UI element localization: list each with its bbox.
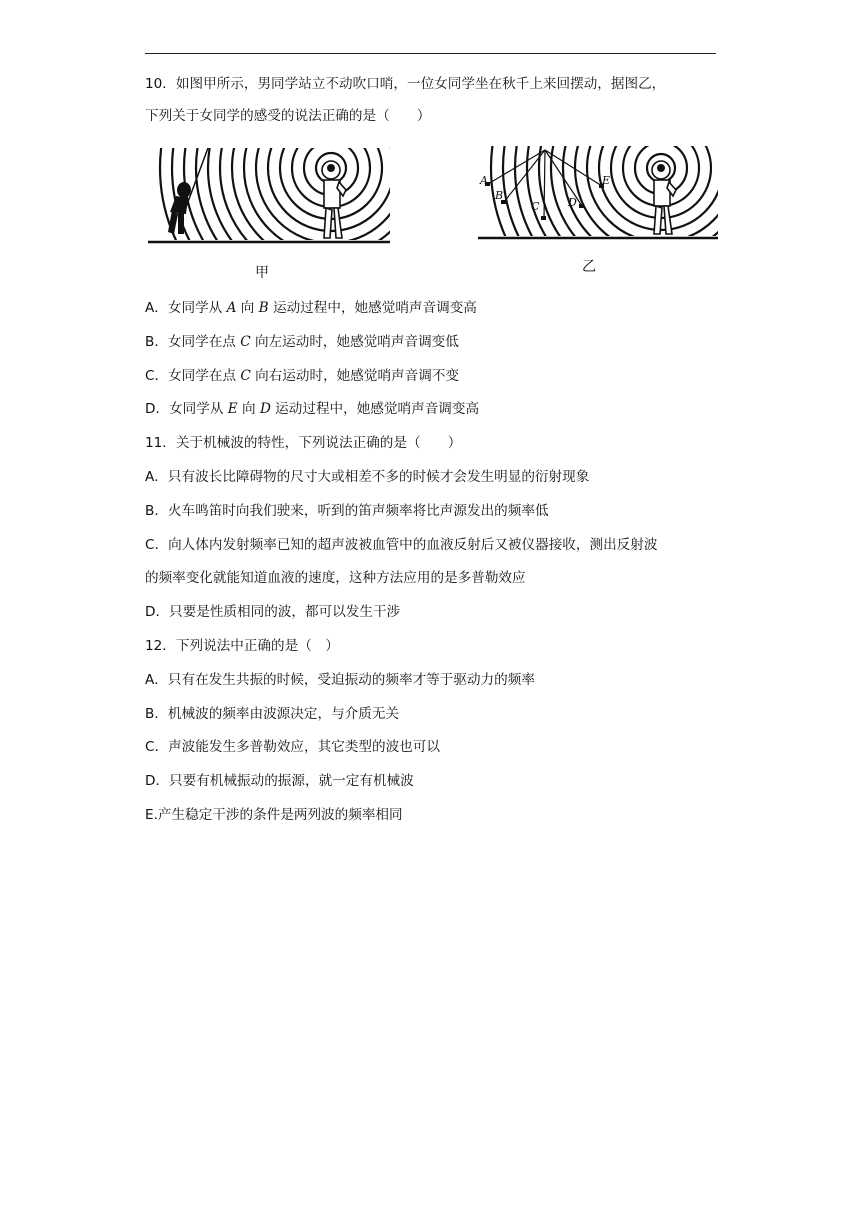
- figure-jia-drawing: [148, 148, 390, 246]
- q12-stem: 12．下列说法中正确的是（ ）: [145, 638, 340, 654]
- point-label-c: C: [531, 200, 540, 213]
- figure-yi: [478, 146, 718, 242]
- header-rule: [145, 53, 716, 54]
- point-label-a: A: [480, 174, 488, 187]
- q12-option-a: A．只有在发生共振的时候，受迫振动的频率才等于驱动力的频率: [145, 672, 535, 688]
- q12-option-d: D．只要有机械振动的振源，就一定有机械波: [145, 773, 414, 789]
- q12-option-e: E.产生稳定干涉的条件是两列波的频率相同: [145, 807, 403, 823]
- q10-stem-line2: 下列关于女同学的感受的说法正确的是（ ）: [145, 108, 431, 124]
- q10-option-b: B．女同学在点 C 向左运动时，她感觉哨声音调变低: [145, 334, 459, 350]
- q11-option-c: C．向人体内发射频率已知的超声波被血管中的血液反射后又被仪器接收，测出反射波: [145, 537, 658, 553]
- q10-stem-line1: 10．如图甲所示，男同学站立不动吹口哨，一位女同学坐在秋千上来回摆动，据图乙，: [145, 76, 666, 92]
- q12-option-b: B．机械波的频率由波源决定，与介质无关: [145, 706, 400, 722]
- q10-option-c: C．女同学在点 C 向右运动时，她感觉哨声音调不变: [145, 368, 460, 384]
- figure-jia-label: 甲: [255, 265, 269, 281]
- q11-option-c-cont: 的频率变化就能知道血液的速度，这种方法应用的是多普勒效应: [145, 570, 526, 586]
- q12-option-c: C．声波能发生多普勒效应，其它类型的波也可以: [145, 739, 440, 755]
- q11-option-a: A．只有波长比障碍物的尺寸大或相差不多的时候才会发生明显的衍射现象: [145, 469, 590, 485]
- point-label-d: D: [568, 196, 577, 209]
- figure-yi-drawing: [478, 146, 718, 242]
- q10-option-d: D．女同学从 E 向 D 运动过程中，她感觉哨声音调变高: [145, 401, 480, 417]
- q11-option-d: D．只要是性质相同的波，都可以发生干涉: [145, 604, 401, 620]
- q11-option-b: B．火车鸣笛时向我们驶来，听到的笛声频率将比声源发出的频率低: [145, 503, 549, 519]
- point-label-b: B: [495, 189, 504, 202]
- point-label-e: E: [602, 174, 611, 187]
- q10-option-a: A．女同学从 A 向 B 运动过程中，她感觉哨声音调变高: [145, 300, 477, 316]
- figure-yi-label: 乙: [582, 259, 596, 275]
- figure-jia: [148, 148, 390, 246]
- q11-stem: 11．关于机械波的特性，下列说法正确的是（ ）: [145, 435, 462, 451]
